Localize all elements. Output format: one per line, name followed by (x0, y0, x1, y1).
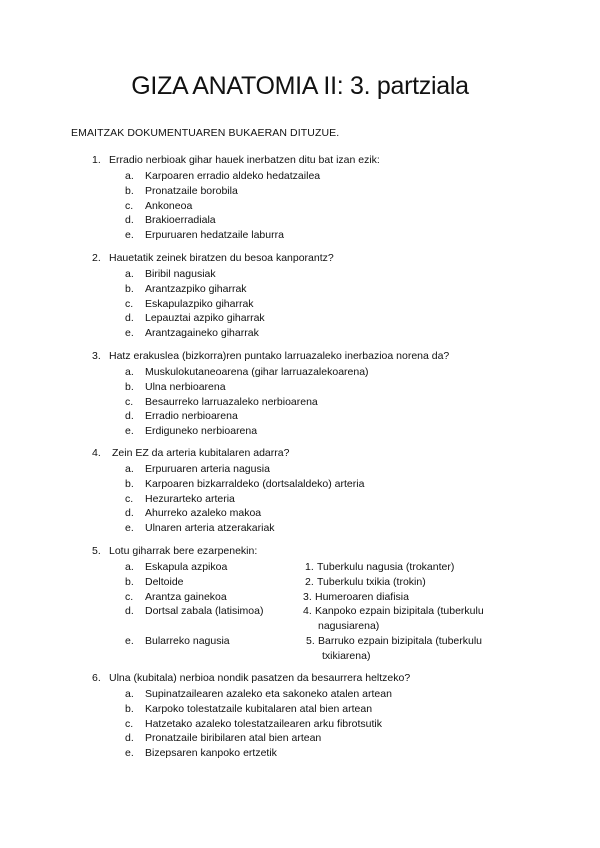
option-letter: a. (125, 170, 134, 182)
option (0, 462, 600, 477)
match-number: 5. (306, 634, 315, 647)
option-text: Arantzagaineko giharrak (145, 327, 259, 340)
option-letter: c. (125, 492, 134, 505)
question-text: Ulna (kubitala) nerbioa nondik pasatzen da besaurrera heltzeko? (109, 672, 411, 684)
match-number: 3. (303, 590, 312, 603)
question-text: Erradio nerbioak gihar hauek inerbatzen ditu bat izan ezik: (109, 154, 380, 166)
option-text: Pronatzaile biribilaren atal bien artean (145, 732, 322, 745)
option-letter: e. (125, 327, 134, 340)
match-number: 1. (305, 561, 314, 573)
option (0, 213, 600, 228)
option-letter: e. (125, 747, 134, 760)
option-text: Arantza gainekoa (145, 590, 227, 603)
option-text: Besaurreko larruazaleko nerbioarena (145, 395, 318, 408)
option (0, 282, 600, 297)
option-letter: b. (125, 380, 134, 393)
option-letter: d. (125, 732, 134, 745)
option-text: Erdiguneko nerbioarena (145, 425, 258, 438)
question-number: 2. (92, 252, 101, 264)
option-text: Deltoide (145, 575, 184, 588)
option-letter: e. (125, 522, 134, 535)
question-number: 1. (92, 154, 101, 166)
intro-note: EMAITZAK DOKUMENTUAREN BUKAERAN DITUZUE. (71, 127, 340, 139)
match-number: 4. (303, 605, 312, 618)
option (0, 199, 600, 214)
option-text: Brakioerradiala (145, 214, 216, 227)
option (0, 297, 600, 312)
option-letter: d. (125, 410, 134, 423)
question-text: Lotu giharrak bere ezarpenekin: (109, 545, 258, 557)
option-letter: e. (125, 425, 134, 438)
option-text: Erpuruaren arteria nagusia (145, 463, 270, 475)
option-letter: c. (125, 717, 134, 730)
option (0, 228, 600, 243)
question-number: 4. (92, 447, 101, 459)
match-text: Tuberkulu txikia (trokin) (317, 575, 426, 588)
option (0, 326, 600, 341)
option (0, 521, 600, 536)
option-letter: a. (125, 268, 134, 280)
option-text: Pronatzaile borobila (145, 184, 238, 197)
option-text: Erradio nerbioarena (145, 410, 238, 423)
match-row (0, 634, 600, 664)
option-text: Eskapulazpiko giharrak (145, 297, 254, 310)
option (0, 395, 600, 410)
question-5 (0, 544, 600, 664)
match-number: 2. (305, 575, 314, 588)
option-text: Arantzazpiko giharrak (145, 282, 247, 295)
option-text: Hezurarteko arteria (145, 492, 235, 505)
match-text: Humeroaren diafisia (315, 590, 409, 603)
match-text: Kanpoko ezpain bizipitala (tuberkulu (315, 605, 484, 618)
option-text: Karpoaren erradio aldeko hedatzailea (145, 170, 321, 182)
option (0, 380, 600, 395)
page-title: GIZA ANATOMIA II: 3. partziala (131, 72, 469, 100)
option-text: Erpuruaren hedatzaile laburra (145, 229, 284, 242)
match-text-cont: txikiarena) (322, 649, 371, 662)
option (0, 731, 600, 746)
option-letter: d. (125, 312, 134, 325)
match-text: Tuberkulu nagusia (trokanter) (317, 561, 455, 573)
option (0, 311, 600, 326)
option-text: Ulnaren arteria atzerakariak (145, 522, 275, 535)
option-letter: d. (125, 605, 134, 618)
question-number: 3. (92, 350, 101, 362)
match-row (0, 560, 600, 575)
option-letter: b. (125, 702, 134, 715)
option (0, 746, 600, 761)
question-text: Zein EZ da arteria kubitalaren adarra? (112, 447, 290, 459)
option (0, 702, 600, 717)
match-row (0, 590, 600, 605)
option-text: Bularreko nagusia (145, 634, 230, 647)
option-letter: b. (125, 477, 134, 490)
option-letter: a. (125, 366, 134, 378)
question-number: 6. (92, 672, 101, 684)
option-letter: b. (125, 184, 134, 197)
option (0, 409, 600, 424)
option-letter: a. (125, 688, 134, 700)
question-text: Hauetatik zeinek biratzen du besoa kanporantz? (109, 252, 334, 264)
match-row (0, 575, 600, 590)
option-letter: c. (125, 199, 134, 212)
question-4 (0, 446, 600, 536)
option-text: Lepauztai azpiko giharrak (145, 312, 265, 325)
option (0, 717, 600, 732)
option (0, 267, 600, 282)
option-text: Karpoko tolestatzaile kubitalaren atal bien artean (145, 702, 373, 715)
option-letter: e. (125, 229, 134, 242)
option-letter: d. (125, 507, 134, 520)
option-letter: d. (125, 214, 134, 227)
option-text: Biribil nagusiak (145, 268, 216, 280)
option (0, 477, 600, 492)
option-letter: e. (125, 634, 134, 647)
option-letter: b. (125, 282, 134, 295)
option-text: Ankoneoa (145, 199, 193, 212)
option-text: Dortsal zabala (latisimoa) (145, 605, 264, 618)
option-text: Eskapula azpikoa (145, 561, 228, 573)
option-letter: c. (125, 395, 134, 408)
option-text: Hatzetako azaleko tolestatzailearen arku fibrotsutik (145, 717, 382, 730)
question-text: Hatz erakuslea (bizkorra)ren puntako larruazaleko inerbazioa norena da? (109, 350, 450, 362)
question-3 (0, 349, 600, 439)
option (0, 184, 600, 199)
question-2 (0, 251, 600, 341)
option-text: Muskulokutaneoarena (gihar larruazalekoarena) (145, 366, 369, 378)
match-text: Barruko ezpain bizipitala (tuberkulu (318, 634, 483, 647)
option (0, 506, 600, 521)
option (0, 365, 600, 380)
option (0, 687, 600, 702)
option (0, 169, 600, 184)
option-text: Karpoaren bizkarraldeko (dortsalaldeko) arteria (145, 477, 365, 490)
option-text: Ulna nerbioarena (145, 380, 226, 393)
option-text: Ahurreko azaleko makoa (145, 507, 262, 520)
question-1 (0, 153, 600, 243)
option (0, 424, 600, 439)
option-letter: a. (125, 463, 134, 475)
option (0, 492, 600, 507)
option-letter: c. (125, 590, 134, 603)
option-text: Supinatzailearen azaleko eta sakoneko atalen artean (145, 688, 392, 700)
option-text: Bizepsaren kanpoko ertzetik (145, 747, 277, 760)
question-6 (0, 671, 600, 761)
option-letter: c. (125, 297, 134, 310)
option-letter: a. (125, 561, 134, 573)
match-text-cont: nagusiarena) (318, 620, 380, 633)
option-letter: b. (125, 575, 134, 588)
question-number: 5. (92, 545, 101, 557)
match-row (0, 604, 600, 634)
